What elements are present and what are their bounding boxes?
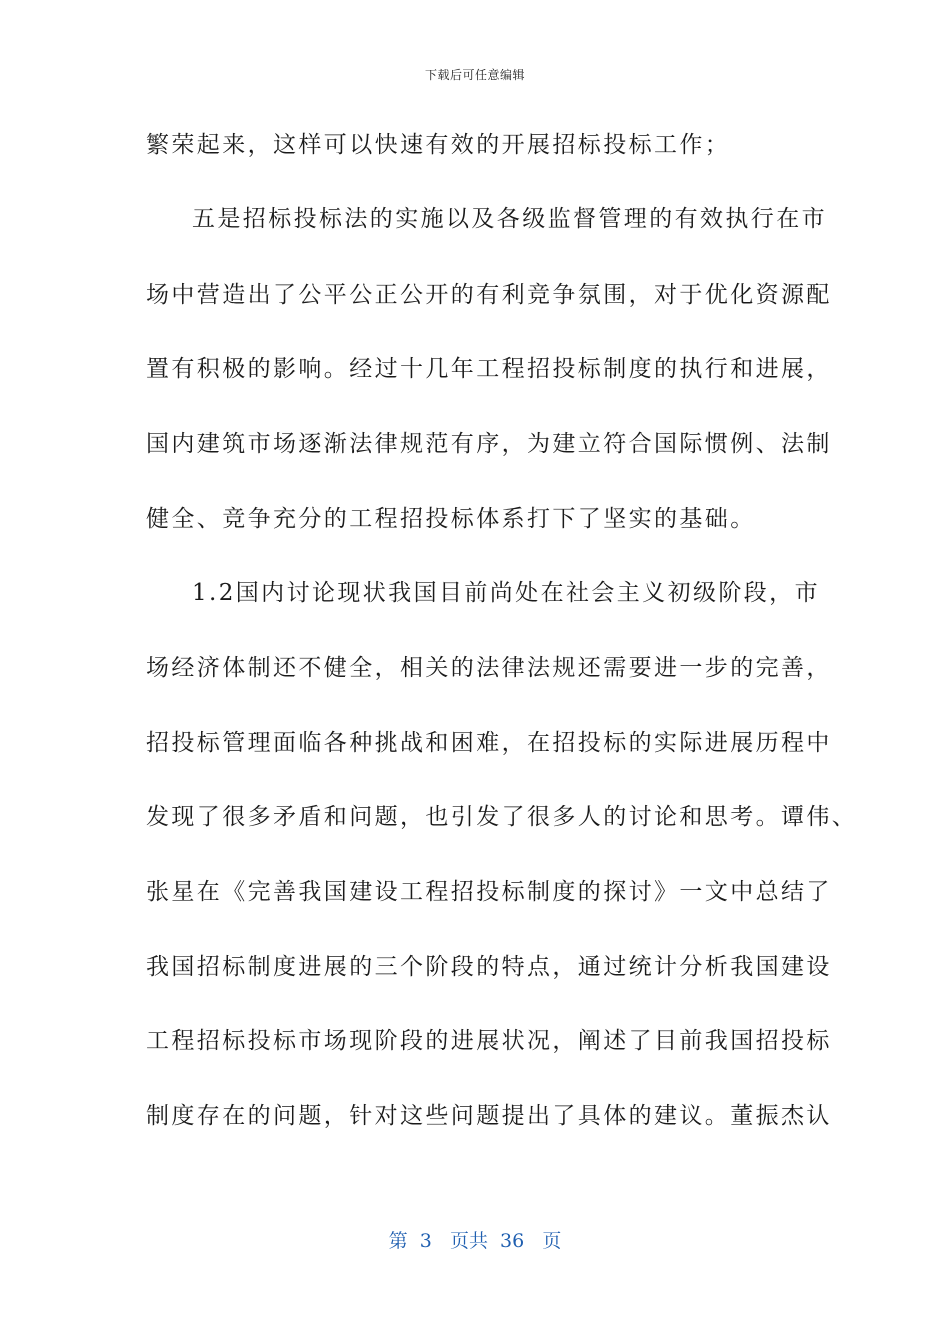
text-line: 场中营造出了公平公正公开的有利竞争氛围，对于优化资源配 (146, 282, 832, 308)
text-line: 发现了很多矛盾和问题，也引发了很多人的讨论和思考。谭伟、 (146, 804, 858, 830)
text-line: 国内建筑市场逐渐法律规范有序，为建立符合国际惯例、法制 (146, 431, 832, 457)
page-header: 下载后可任意编辑 (424, 68, 525, 82)
total-pages: 36 (500, 1230, 525, 1252)
section-heading-line: 1.2国内讨论现状我国目前尚处在社会主义初级阶段，市 (192, 580, 820, 606)
footer-middle: 页共 (449, 1230, 488, 1252)
text-line: 健全、竞争充分的工程招投标体系打下了坚实的基础。 (146, 506, 756, 532)
text-line: 置有积极的影响。经过十几年工程招投标制度的执行和进展， (146, 356, 832, 382)
text-line: 我国招标制度进展的三个阶段的特点，通过统计分析我国建设 (146, 954, 832, 980)
text-line: 制度存在的问题，针对这些问题提出了具体的建议。董振杰认 (146, 1103, 832, 1129)
page-footer (0, 1226, 950, 1253)
text-line: 张星在《完善我国建设工程招投标制度的探讨》一文中总结了 (146, 879, 832, 905)
text-line: 招投标管理面临各种挑战和困难，在招投标的实际进展历程中 (146, 730, 832, 756)
text-line: 场经济体制还不健全，相关的法律法规还需要进一步的完善， (146, 655, 832, 681)
paragraph-start-line: 五是招标投标法的实施以及各级监督管理的有效执行在市 (192, 206, 827, 232)
footer-prefix: 第 (388, 1230, 408, 1252)
current-page-number: 3 (419, 1230, 432, 1252)
text-line: 繁荣起来，这样可以快速有效的开展招标投标工作； (146, 132, 731, 158)
footer-suffix: 页 (542, 1230, 562, 1252)
text-line: 工程招标投标市场现阶段的进展状况，阐述了目前我国招投标 (146, 1028, 832, 1054)
